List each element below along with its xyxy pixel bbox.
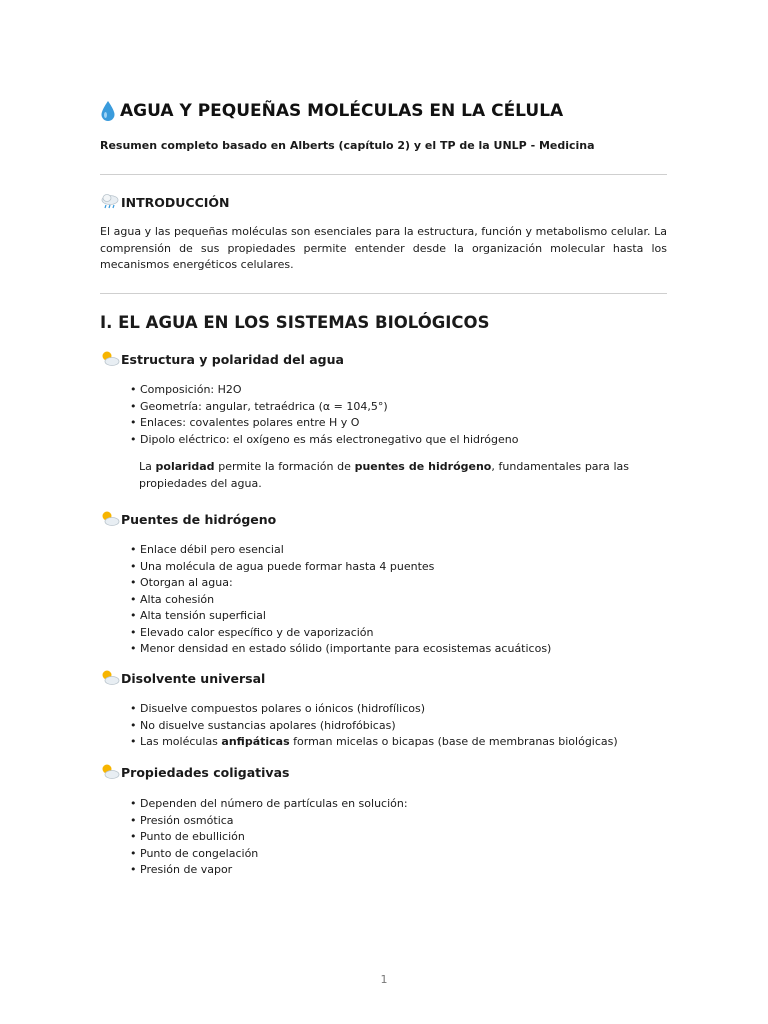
list-item: • Geometría: angular, tetraédrica (α = 104,5°) [130, 399, 518, 416]
subsection-heading-text: Estructura y polaridad del agua [121, 351, 344, 367]
list-item: • Presión de vapor [130, 862, 408, 879]
coligativas-list [130, 796, 408, 879]
list-item: • Alta tensión superficial [130, 608, 551, 625]
list-item: • Punto de ebullición [130, 829, 408, 846]
sun-behind-cloud-icon [100, 510, 120, 528]
subsection-heading-estructura [100, 350, 344, 368]
list-item: • Presión osmótica [130, 813, 408, 830]
list-item: • No disuelve sustancias apolares (hidrofóbicas) [130, 718, 618, 735]
intro-heading-text: INTRODUCCIÓN [121, 194, 230, 210]
list-item: • Punto de congelación [130, 846, 408, 863]
list-item: • Alta cohesión [130, 592, 551, 609]
list-item: • Dependen del número de partículas en solución: [130, 796, 408, 813]
water-drop-icon [100, 100, 116, 122]
list-item: • Menor densidad en estado sólido (importante para ecosistemas acuáticos) [130, 641, 551, 658]
list-item: • Enlaces: covalentes polares entre H y O [130, 415, 518, 432]
divider [100, 174, 667, 175]
section-heading: I. EL AGUA EN LOS SISTEMAS BIOLÓGICOS [100, 313, 490, 332]
document-title [100, 100, 563, 122]
note-text: , fundamentales para las propiedades del agua. [139, 460, 630, 490]
sun-behind-cloud-icon [100, 669, 120, 687]
list-item: • Dipolo eléctrico: el oxígeno es más electronegativo que el hidrógeno [130, 432, 518, 449]
list-item-text: forman micelas o bicapas (base de membranas biológicas) [289, 735, 618, 748]
intro-heading [100, 193, 230, 211]
list-item: • Una molécula de agua puede formar hasta 4 puentes [130, 559, 551, 576]
sun-behind-cloud-icon [100, 350, 120, 368]
list-item [130, 734, 618, 751]
note-text: permite la formación de [214, 460, 355, 473]
puentes-list [130, 542, 551, 658]
note-bold: polaridad [155, 460, 215, 473]
disolvente-list [130, 701, 618, 751]
subsection-heading-text: Puentes de hidrógeno [121, 511, 277, 527]
list-item-bold: anfipáticas [221, 735, 290, 748]
subsection-heading-coligativas [100, 763, 289, 781]
list-item: • Enlace débil pero esencial [130, 542, 551, 559]
intro-paragraph: El agua y las pequeñas moléculas son esenciales para la estructura, función y metabolismo celular. La comprensión de sus propiedades permite entender desde la organización molecular hasta los mecanismos energéticos celulares. [100, 225, 667, 271]
estructura-list [130, 382, 518, 448]
list-item: • Disuelve compuestos polares o iónicos (hidrofílicos) [130, 701, 618, 718]
page-number: 1 [380, 973, 388, 986]
note-bold: puentes de hidrógeno [354, 460, 492, 473]
divider [100, 293, 667, 294]
polaridad-note [139, 459, 629, 492]
note-text: La [139, 460, 156, 473]
subsection-heading-disolvente [100, 669, 265, 687]
document-subtitle: Resumen completo basado en Alberts (capítulo 2) y el TP de la UNLP - Medicina [100, 139, 595, 152]
list-item: • Composición: H2O [130, 382, 518, 399]
cloud-rain-icon [100, 193, 120, 211]
document-title-text: AGUA Y PEQUEÑAS MOLÉCULAS EN LA CÉLULA [120, 101, 564, 121]
subsection-heading-text: Disolvente universal [121, 670, 266, 686]
subsection-heading-puentes [100, 510, 276, 528]
subsection-heading-text: Propiedades coligativas [121, 764, 290, 780]
list-item-text: Las moléculas [140, 735, 222, 748]
list-item: • Otorgan al agua: [130, 575, 551, 592]
sun-behind-cloud-icon [100, 763, 120, 781]
list-item: • Elevado calor específico y de vaporización [130, 625, 551, 642]
